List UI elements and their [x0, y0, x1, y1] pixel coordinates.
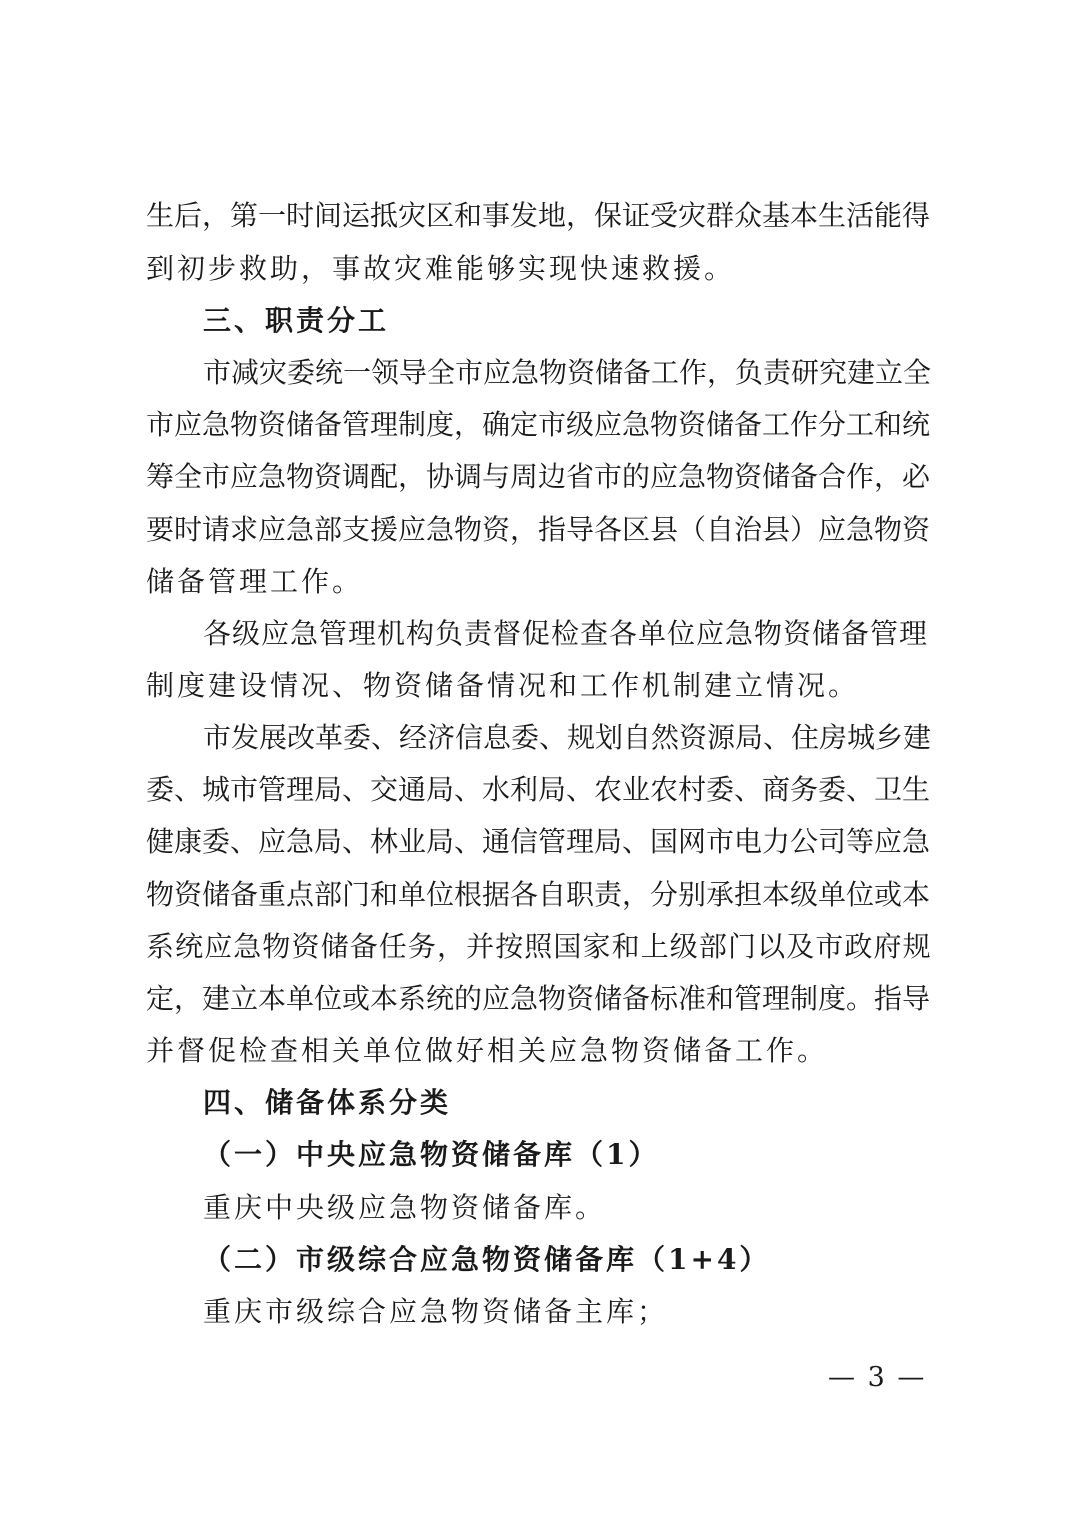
body-line: 委、城市管理局、交通局、水利局、农业农村委、商务委、卫生: [146, 773, 931, 806]
subsection-heading-1: （一）中央应急物资储备库（1）: [203, 1138, 660, 1171]
paragraph-first-line: 各级应急管理机构负责督促检查各单位应急物资储备管理: [203, 617, 929, 650]
paragraph-first-line: 重庆中央级应急物资储备库。: [203, 1191, 607, 1224]
body-line: 筹全市应急物资调配，协调与周边省市的应急物资储备合作，必: [146, 460, 931, 493]
body-line: 系统应急物资储备任务，并按照国家和上级部门以及市政府规: [146, 930, 932, 963]
body-line: 市应急物资储备管理制度，确定市级应急物资储备工作分工和统: [146, 408, 931, 441]
body-line: 生后，第一时间运抵灾区和事发地，保证受灾群众基本生活能得: [146, 199, 931, 232]
section-heading-3: 三、职责分工: [203, 304, 390, 337]
subsection-heading-2: （二）市级综合应急物资储备库（1+4）: [203, 1243, 771, 1276]
body-line: 要时请求应急部支援应急物资，指导各区县（自治县）应急物资: [146, 513, 931, 546]
paragraph-first-line: 市减灾委统一领导全市应急物资储备工作，负责研究建立全: [203, 356, 932, 389]
paragraph-first-line: 重庆市级综合应急物资储备主库；: [203, 1295, 669, 1328]
body-line: 并督促检查相关单位做好相关应急物资储备工作。: [146, 1034, 829, 1067]
body-line: 物资储备重点部门和单位根据各自职责，分别承担本级单位或本: [146, 878, 931, 911]
body-line: 储备管理工作。: [146, 565, 364, 598]
section-heading-4: 四、储备体系分类: [203, 1086, 452, 1119]
page-number: — 3 —: [828, 1362, 927, 1393]
body-line: 定，建立本单位或本系统的应急物资储备标准和管理制度。指导: [146, 982, 931, 1015]
paragraph-first-line: 市发展改革委、经济信息委、规划自然资源局、住房城乡建: [203, 721, 932, 754]
body-line: 健康委、应急局、林业局、通信管理局、国网市电力公司等应急: [146, 825, 931, 858]
body-line: 制度建设情况、物资储备情况和工作机制建立情况。: [146, 669, 860, 702]
body-line: 到初步救助，事故灾难能够实现快速救援。: [146, 252, 736, 285]
